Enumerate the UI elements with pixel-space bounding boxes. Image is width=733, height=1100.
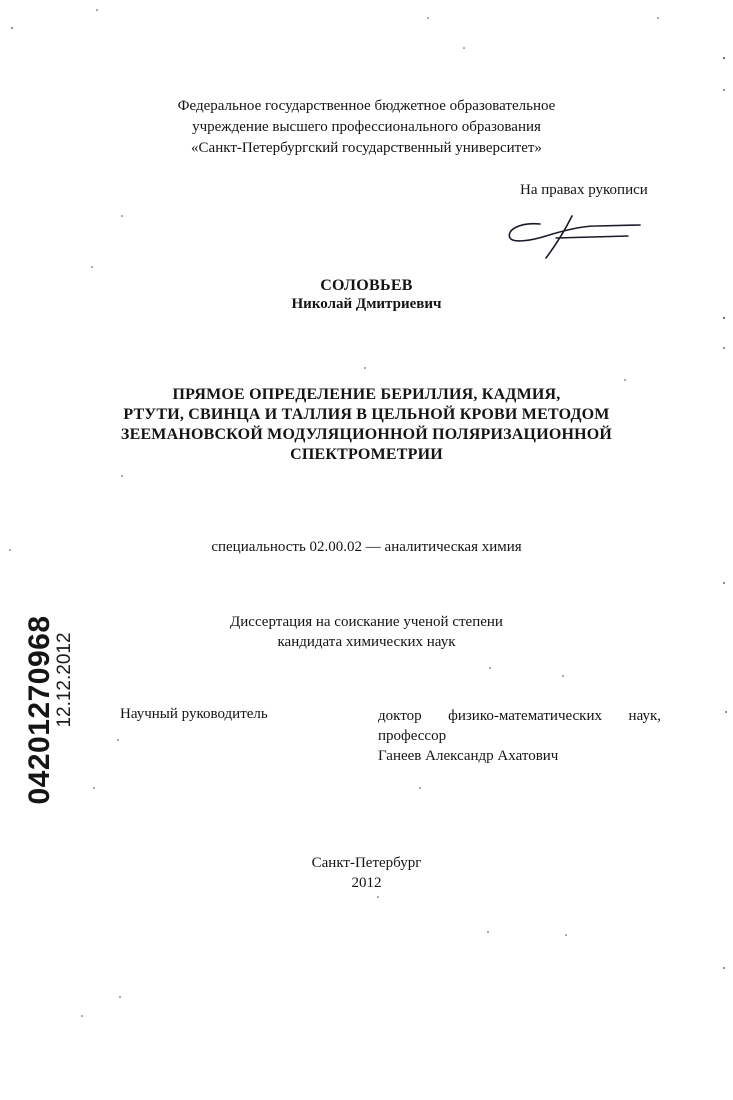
degree-line-2: кандидата химических наук [277, 634, 456, 650]
institution-line-3: «Санкт-Петербургский государственный университет» [191, 140, 542, 156]
dissertation-title [0, 385, 733, 465]
supervisor-degree: доктор физико-математических наук, [378, 708, 661, 724]
manuscript-rights-note: На правах рукописи [520, 182, 648, 198]
stamp-date: 12.12.2012 [54, 632, 75, 728]
degree-line-1: Диссертация на соискание ученой степени [230, 614, 503, 630]
degree-block [0, 612, 733, 652]
supervisor-name: Ганеев Александр Ахатович [378, 748, 559, 764]
city: Санкт-Петербург [311, 855, 422, 871]
institution-line-1: Федеральное государственное бюджетное образовательное [177, 98, 556, 114]
place-and-year [0, 853, 733, 893]
title-line-3: ЗЕЕМАНОВСКОЙ МОДУЛЯЦИОННОЙ ПОЛЯРИЗАЦИОННОЙ [120, 426, 613, 443]
year: 2012 [351, 875, 382, 891]
author-given-names: Николай Дмитриевич [291, 296, 442, 312]
institution-line-2: учреждение высшего профессионального образования [192, 119, 541, 135]
title-line-2: РТУТИ, СВИНЦА И ТАЛЛИЯ В ЦЕЛЬНОЙ КРОВИ МЕТОДОМ [123, 406, 610, 423]
supervisor-info [378, 706, 661, 766]
author-surname: СОЛОВЬЕВ [320, 277, 413, 294]
handwritten-signature [500, 208, 650, 264]
specialty-line: специальность 02.00.02 — аналитическая химия [211, 539, 522, 555]
stamp-number: 04201270968 [23, 615, 56, 805]
supervisor-label: Научный руководитель [120, 706, 268, 722]
author-block [0, 276, 733, 314]
institution-header [0, 96, 733, 159]
title-line-4: СПЕКТРОМЕТРИИ [290, 446, 443, 463]
supervisor-title: профессор [378, 728, 447, 744]
title-line-1: ПРЯМОЕ ОПРЕДЕЛЕНИЕ БЕРИЛЛИЯ, КАДМИЯ, [172, 386, 561, 403]
